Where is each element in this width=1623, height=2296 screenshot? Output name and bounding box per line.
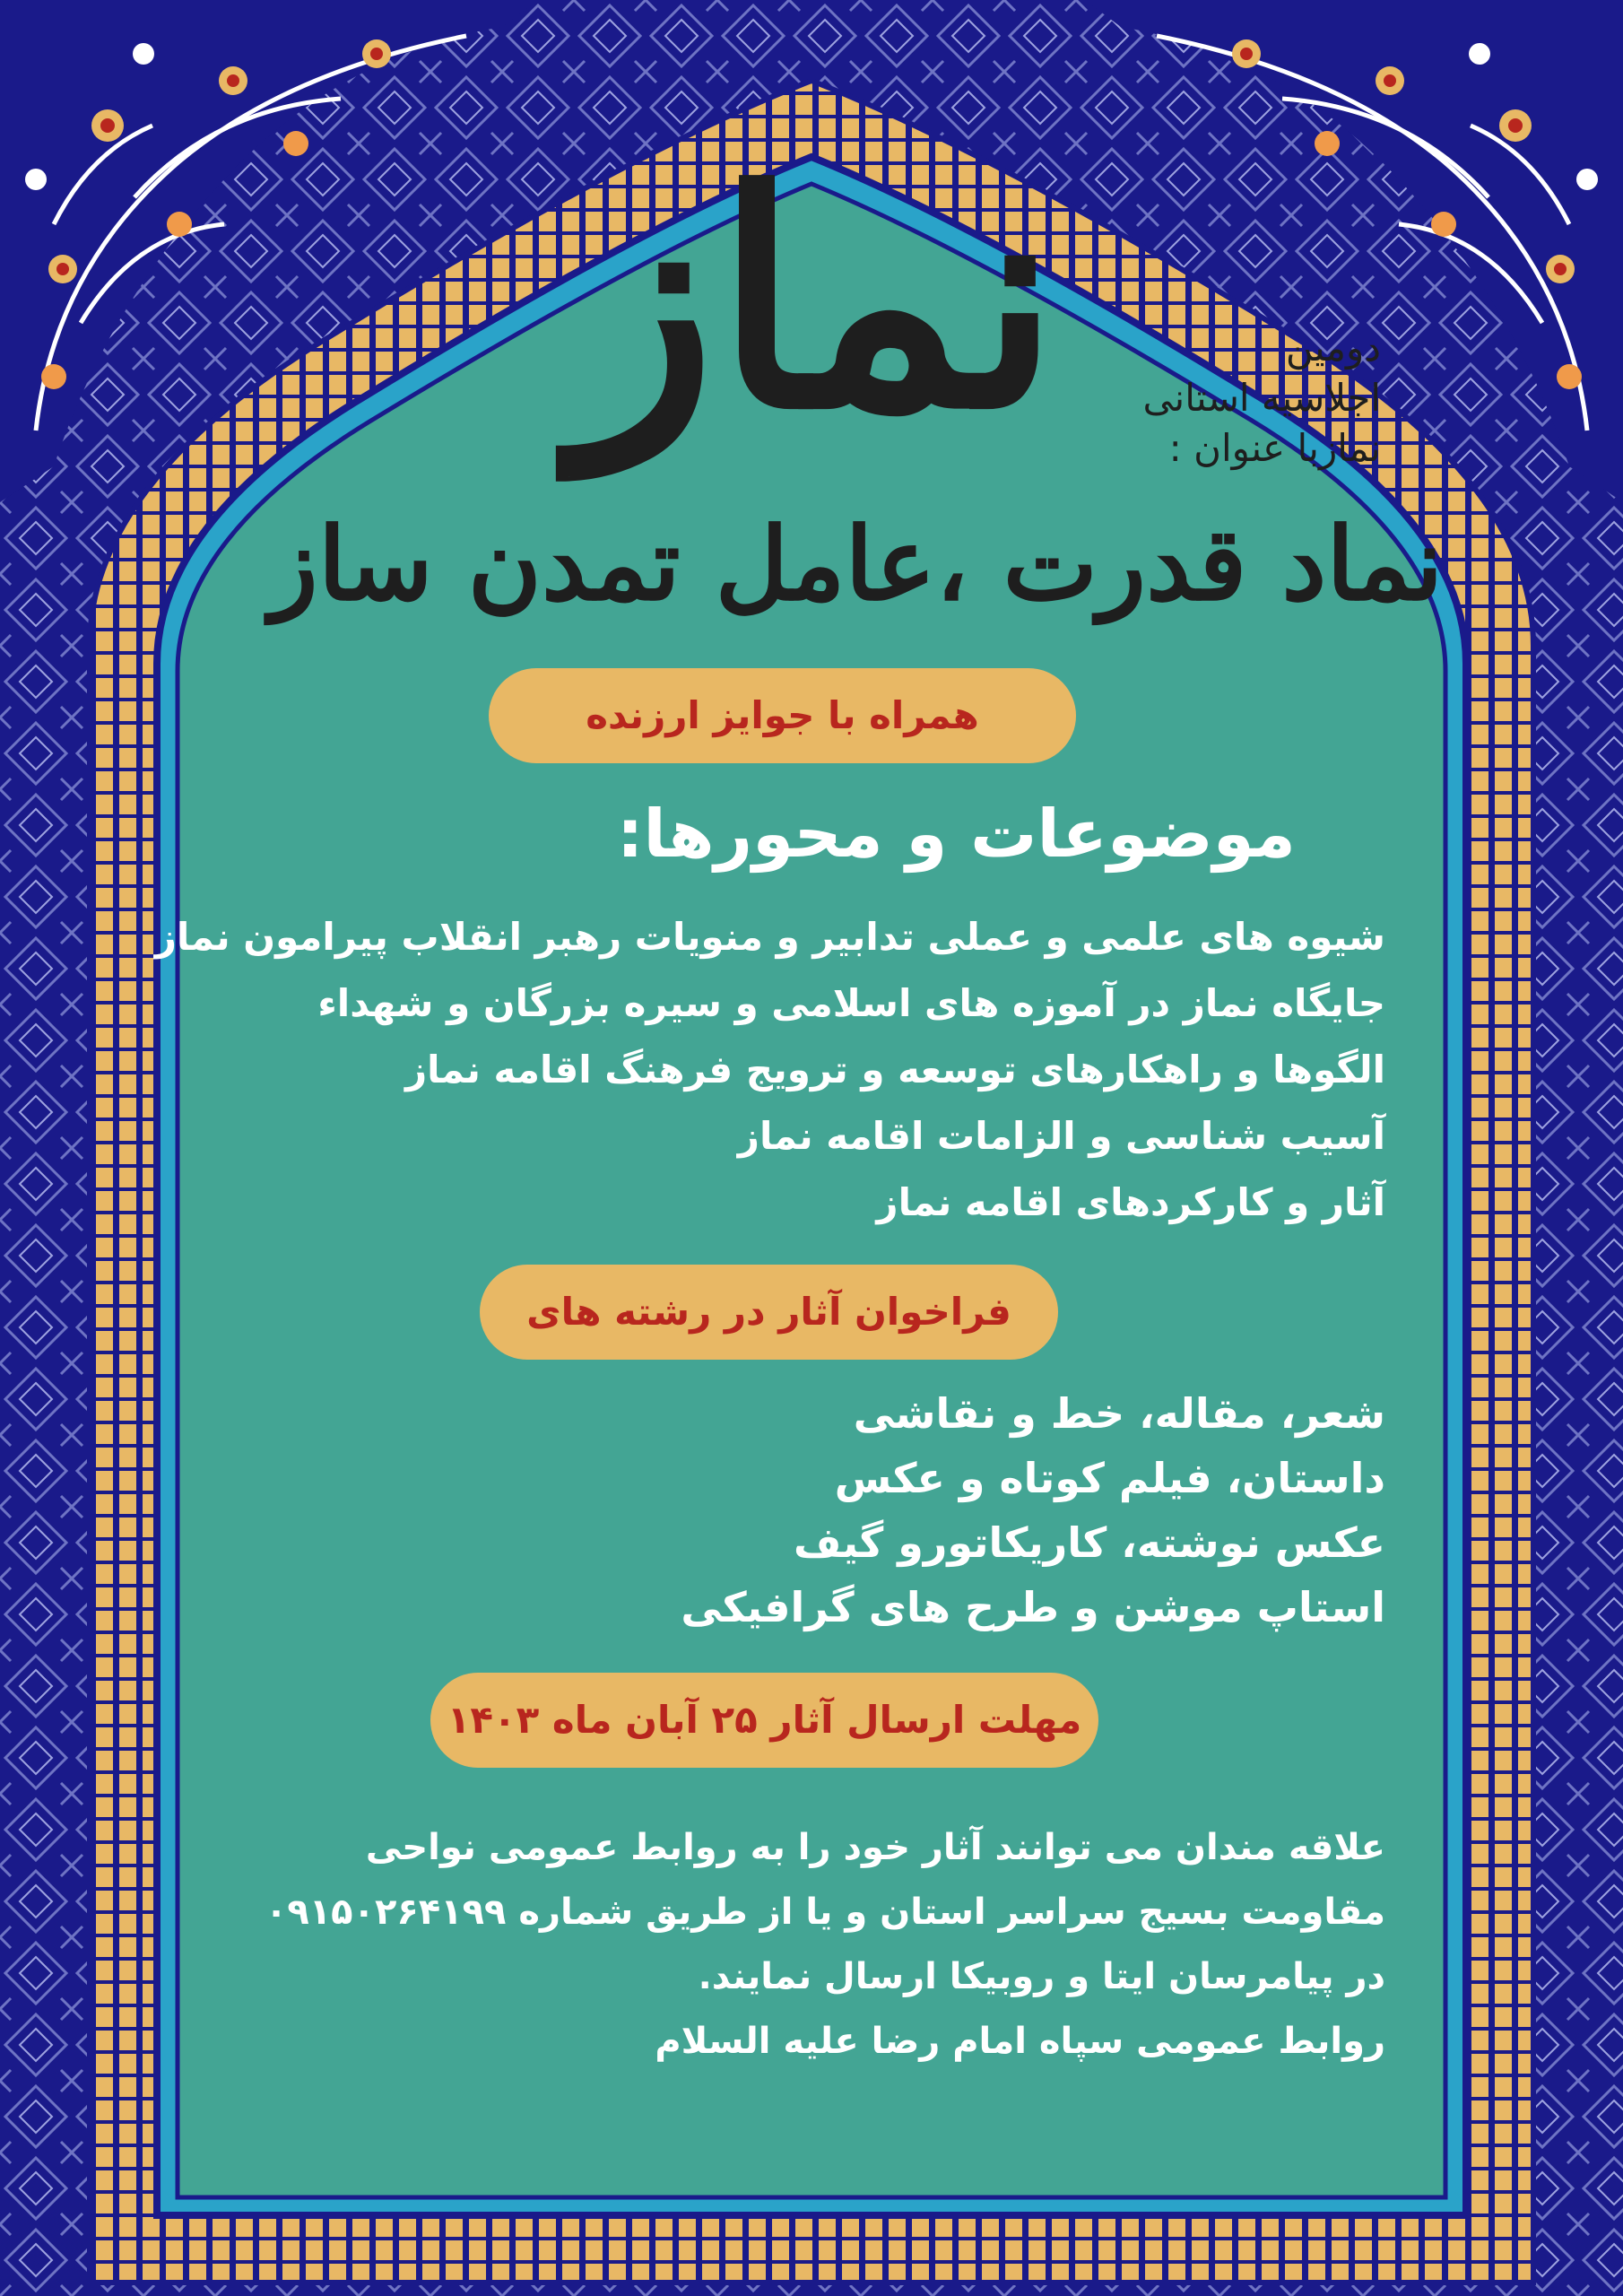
submission-info <box>265 1815 1385 2074</box>
intro-line: نمازبا عنوان : <box>1168 426 1381 470</box>
page-title: نماز <box>572 126 1060 474</box>
call-for-works-badge: فراخوان آثار در رشته های <box>480 1265 1058 1360</box>
list-item: شیوه های علمی و عملی تدابیر و منویات رهبر انقلاب پیرامون نماز <box>154 915 1385 959</box>
list-item: داستان، فیلم کوتاه و عکس <box>834 1454 1385 1502</box>
intro-line: اجلاسیه استانی <box>1142 376 1381 420</box>
info-line: در پیامرسان ایتا و روبیکا ارسال نمایند. <box>698 1956 1385 1997</box>
list-item: جایگاه نماز در آموزه های اسلامی و سیره بزرگان و شهداء <box>317 981 1385 1025</box>
fields-list <box>448 1381 1385 1639</box>
list-item: آسیب شناسی و الزامات اقامه نماز <box>737 1114 1385 1158</box>
poster-subtitle: نماد قدرت ،عامل تمدن ساز <box>269 506 1444 623</box>
prizes-badge: همراه با جوایز ارزنده <box>489 668 1076 763</box>
poster-content <box>154 0 1444 2296</box>
intro-text <box>843 323 1381 474</box>
list-item: الگوها و راهکارهای توسعه و ترویج فرهنگ اقامه نماز <box>404 1048 1385 1091</box>
info-line: مقاومت بسیج سراسر استان و یا از طریق شماره ۰۹۱۵۰۲۶۴۱۹۹ <box>265 1892 1385 1933</box>
intro-line: دومین <box>1285 326 1381 370</box>
deadline-badge: مهلت ارسال آثار ۲۵ آبان ماه ۱۴۰۳ <box>430 1673 1098 1768</box>
list-item: آثار و کارکردهای اقامه نماز <box>876 1180 1385 1224</box>
info-line: روابط عمومی سپاه امام رضا علیه السلام <box>655 2021 1385 2062</box>
topics-heading: موضوعات و محورها: <box>616 796 1296 873</box>
list-item: عکس نوشته، کاریکاتورو گیف <box>793 1518 1385 1567</box>
info-line: علاقه مندان می توانند آثار خود را به روابط عمومی نواحی <box>365 1827 1385 1868</box>
list-item: استاپ موشن و طرح های گرافیکی <box>681 1583 1385 1631</box>
list-item: شعر، مقاله، خط و نقاشی <box>853 1389 1385 1438</box>
topics-list <box>154 904 1385 1236</box>
